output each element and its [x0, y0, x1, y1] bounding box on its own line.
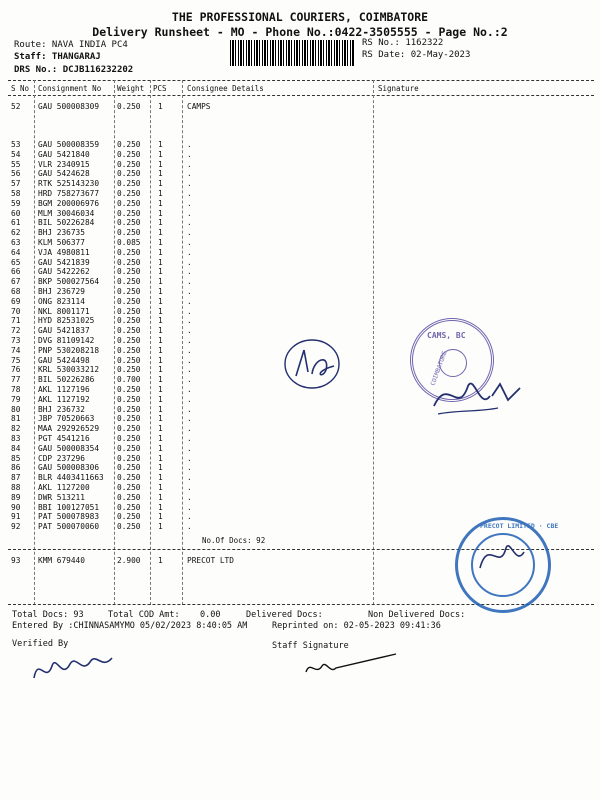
- row-details: .: [187, 492, 192, 502]
- row-details: .: [187, 502, 192, 512]
- row-pcs: 1: [158, 198, 163, 208]
- row-weight: 0.250: [117, 247, 141, 257]
- row-consignment: KRL 530033212: [38, 365, 100, 375]
- row-pcs: 1: [158, 394, 163, 404]
- row-weight: 0.700: [117, 375, 141, 385]
- row-pcs: 1: [158, 404, 163, 414]
- row-weight: 0.250: [117, 473, 141, 483]
- row-pcs: 1: [158, 247, 163, 257]
- row-pcs: 1: [158, 189, 163, 198]
- row-consignment: BIL 50226284: [38, 218, 95, 228]
- table-row: [0, 169, 600, 179]
- row-weight: 0.250: [117, 179, 141, 189]
- row-pcs: 1: [158, 140, 163, 149]
- row-details: .: [187, 247, 192, 257]
- row-sno: 76: [11, 365, 21, 375]
- col-details: Consignee Details: [187, 84, 264, 93]
- table-row: [0, 218, 600, 228]
- row-pcs: 1: [158, 296, 163, 306]
- row-consignment: KLM 506377: [38, 238, 85, 247]
- row-pcs: 1: [158, 238, 163, 247]
- row-sno: 68: [11, 287, 21, 296]
- row-weight: 0.250: [117, 365, 141, 375]
- total-docs: Total Docs: 93: [12, 610, 84, 620]
- rs-date: RS Date: 02-May-2023: [362, 50, 471, 60]
- row-weight: 0.250: [117, 355, 141, 365]
- row-sno: 69: [11, 296, 21, 306]
- row-details: .: [187, 443, 192, 453]
- table-row: [0, 316, 600, 326]
- row-pcs: 1: [158, 365, 163, 375]
- staff-signature: Staff Signature: [272, 641, 349, 651]
- row-consignment: BIL 50226286: [38, 375, 95, 385]
- reprinted-on: Reprinted on: 02-05-2023 09:41:36: [272, 621, 441, 631]
- row-pcs: 1: [158, 159, 163, 169]
- delivered-docs: Delivered Docs:: [246, 610, 323, 620]
- row-details: .: [187, 512, 192, 522]
- row-consignment: PAT 500070060: [38, 522, 100, 532]
- table-row: [0, 444, 600, 454]
- row-consignment: GAU 500008354: [38, 443, 100, 453]
- row-consignment: DVG 81109142: [38, 336, 95, 345]
- row-sno: 86: [11, 463, 21, 473]
- row-pcs: 1: [158, 463, 163, 473]
- row-sno: 78: [11, 385, 21, 394]
- row-weight: 0.250: [117, 267, 141, 277]
- cams-stamp: CAMS, BC COIMBATORE: [410, 318, 494, 402]
- row-sno: 88: [11, 483, 21, 492]
- row-weight: 0.250: [117, 316, 141, 326]
- row-consignment: GAU 5424498: [38, 355, 90, 365]
- table-row: [0, 424, 600, 434]
- row-sno: 52: [11, 102, 21, 111]
- row-consignment: AKL 1127192: [38, 394, 90, 404]
- row-weight: 0.250: [117, 434, 141, 443]
- row-consignment: BHJ 236735: [38, 228, 85, 238]
- table-row: [0, 267, 600, 277]
- row-weight: 0.250: [117, 522, 141, 532]
- row-pcs: 1: [158, 336, 163, 345]
- row-weight: 0.250: [117, 140, 141, 149]
- table-row: [0, 297, 600, 307]
- table-row: [0, 326, 600, 336]
- row-weight: 0.250: [117, 336, 141, 345]
- table-row: [0, 307, 600, 317]
- row-sno: 82: [11, 424, 21, 434]
- row-details: .: [187, 218, 192, 228]
- row-details: .: [187, 375, 192, 385]
- row-weight: 0.250: [117, 502, 141, 512]
- row-weight: 0.250: [117, 512, 141, 522]
- row-details: .: [187, 277, 192, 287]
- row-sno: 84: [11, 443, 21, 453]
- row-pcs: 1: [158, 228, 163, 238]
- row-weight: 0.250: [117, 189, 141, 198]
- row-weight: 0.250: [117, 149, 141, 159]
- row-sno: 67: [11, 277, 21, 287]
- row-consignment: HRD 758273677: [38, 189, 100, 198]
- row-details: .: [187, 463, 192, 473]
- row-consignment: AKL 1127196: [38, 385, 90, 394]
- drs-number: DRS No.: DCJB116232202: [14, 65, 134, 75]
- row-consignment: JBP 70520663: [38, 414, 95, 424]
- row-sno: 91: [11, 512, 21, 522]
- row-pcs: 1: [158, 453, 163, 463]
- row-pcs: 1: [158, 424, 163, 434]
- row-pcs: 1: [158, 512, 163, 522]
- row-consignment: GAU 5421839: [38, 257, 90, 267]
- row-pcs: 1: [158, 492, 163, 502]
- row-consignment: DWR 513211: [38, 492, 85, 502]
- col-signature: Signature: [378, 84, 419, 93]
- row-weight: 0.250: [117, 257, 141, 267]
- row-consignment: GAU 5424628: [38, 169, 90, 179]
- table-row: [0, 454, 600, 464]
- row-pcs: 1: [158, 502, 163, 512]
- row-consignment: ONG 823114: [38, 296, 85, 306]
- row-details: .: [187, 345, 192, 355]
- row-sno: 54: [11, 149, 21, 159]
- row-consignment: GAU 500008309: [38, 102, 100, 111]
- company-title: THE PROFESSIONAL COURIERS, COIMBATORE: [171, 10, 429, 24]
- row-consignment: BHJ 236732: [38, 404, 85, 414]
- row-details: .: [187, 228, 192, 238]
- row-weight: 0.250: [117, 345, 141, 355]
- table-row: [0, 483, 600, 493]
- table-row: [0, 493, 600, 503]
- row-consignment: GAU 5422262: [38, 267, 90, 277]
- table-row: [0, 287, 600, 297]
- staff-signature-mark: [300, 652, 400, 682]
- precot-limited-stamp: PRECOT LIMITED · CBE: [455, 517, 551, 613]
- row-consignment: GAU 500008306: [38, 463, 100, 473]
- entered-by: Entered By :CHINNASAMYMO 05/02/2023 8:40:05 AM: [12, 621, 248, 631]
- row-details: .: [187, 316, 192, 326]
- row-sno: 63: [11, 238, 21, 247]
- row-pcs: 1: [158, 149, 163, 159]
- runsheet-subtitle: Delivery Runsheet - MO - Phone No.:0422-3505555 - Page No.:2: [92, 25, 508, 39]
- row-pcs: 1: [158, 169, 163, 179]
- row-sno: 74: [11, 345, 21, 355]
- table-row: [0, 199, 600, 209]
- row-consignment: MAA 292926529: [38, 424, 100, 434]
- row-pcs: 1: [158, 375, 163, 385]
- row-consignment: GAU 5421837: [38, 326, 90, 336]
- row-pcs: 1: [158, 473, 163, 483]
- total-cod-label: Total COD Amt:: [108, 610, 180, 620]
- verified-signature: [28, 644, 118, 688]
- row-pcs: 1: [158, 522, 163, 532]
- row-details: .: [187, 473, 192, 483]
- row-consignment: GAU 5421840: [38, 149, 90, 159]
- row-details: CAMPS: [187, 102, 211, 111]
- row-details: .: [187, 198, 192, 208]
- row-weight: 0.250: [117, 385, 141, 394]
- row-consignment: NKL 8001171: [38, 306, 90, 316]
- row-weight: 0.250: [117, 296, 141, 306]
- row-sno: 55: [11, 159, 21, 169]
- table-row: [0, 277, 600, 287]
- row-sno: 58: [11, 189, 21, 198]
- row-pcs: 1: [158, 277, 163, 287]
- row-consignment: VLR 2340915: [38, 159, 90, 169]
- row-weight: 0.250: [117, 218, 141, 228]
- row-pcs: 1: [158, 355, 163, 365]
- row-pcs: 1: [158, 483, 163, 492]
- row-consignment: GAU 500008359: [38, 140, 100, 149]
- row-sno: 87: [11, 473, 21, 483]
- stamp-signature: [470, 528, 530, 588]
- row-weight: 0.250: [117, 277, 141, 287]
- row-weight: 0.250: [117, 208, 141, 218]
- col-weight: Weight: [117, 84, 145, 93]
- row-details: .: [187, 159, 192, 169]
- row-weight: 0.250: [117, 492, 141, 502]
- row-details: .: [187, 287, 192, 296]
- row-consignment: CDP 237296: [38, 453, 85, 463]
- row-details: .: [187, 326, 192, 336]
- table-row: [0, 434, 600, 444]
- row-pcs: 1: [158, 257, 163, 267]
- row-pcs: 1: [158, 326, 163, 336]
- row-weight: 0.250: [117, 169, 141, 179]
- table-row: [0, 160, 600, 170]
- row-weight: 0.250: [117, 404, 141, 414]
- row-sno: 77: [11, 375, 21, 385]
- row-pcs: 1: [158, 414, 163, 424]
- handwritten-initial-mark: [282, 336, 344, 394]
- row-details: .: [187, 385, 192, 394]
- row-details: .: [187, 189, 192, 198]
- row-sno: 72: [11, 326, 21, 336]
- row-pcs: 1: [158, 218, 163, 228]
- row-weight: 0.250: [117, 453, 141, 463]
- row-details: .: [187, 424, 192, 434]
- row-consignment: BKP 500027564: [38, 277, 100, 287]
- row-consignment: BHJ 236729: [38, 287, 85, 296]
- row-details: .: [187, 404, 192, 414]
- row-consignment: MLM 30046034: [38, 208, 95, 218]
- row-sno: 83: [11, 434, 21, 443]
- row-details: .: [187, 179, 192, 189]
- row-sno: 75: [11, 355, 21, 365]
- table-row: [0, 238, 600, 248]
- row-details: .: [187, 169, 192, 179]
- row-sno: 66: [11, 267, 21, 277]
- docs-count: No.Of Docs: 92: [202, 536, 266, 545]
- row-sno: 71: [11, 316, 21, 326]
- row-consignment: AKL 1127200: [38, 483, 90, 492]
- row-pcs: 1: [158, 443, 163, 453]
- row-pcs: 1: [158, 179, 163, 189]
- row-pcs: 1: [158, 102, 163, 111]
- row-sno: 89: [11, 492, 21, 502]
- total-cod-value: 0.00: [200, 610, 221, 620]
- row-details: .: [187, 394, 192, 404]
- row-weight: 0.250: [117, 159, 141, 169]
- row-details: .: [187, 149, 192, 159]
- row-weight: 0.250: [117, 228, 141, 238]
- row-details: .: [187, 414, 192, 424]
- row-sno: 79: [11, 394, 21, 404]
- row-sno: 59: [11, 198, 21, 208]
- row-sno: 70: [11, 306, 21, 316]
- row-weight: 0.250: [117, 463, 141, 473]
- table-row: [0, 150, 600, 160]
- row-weight: 0.250: [117, 414, 141, 424]
- row-weight: 0.250: [117, 443, 141, 453]
- row-details: .: [187, 336, 192, 345]
- row-consignment: PAT 500078983: [38, 512, 100, 522]
- rs-number: RS No.: 1162322: [362, 38, 444, 48]
- row-pcs: 1: [158, 208, 163, 218]
- row-pcs: 1: [158, 287, 163, 296]
- barcode: [230, 40, 355, 66]
- row-pcs: 1: [158, 434, 163, 443]
- row-consignment: BBI 100127051: [38, 502, 100, 512]
- row-details: .: [187, 267, 192, 277]
- row-sno: 60: [11, 208, 21, 218]
- table-row: [0, 473, 600, 483]
- row-details: .: [187, 365, 192, 375]
- row-sno: 80: [11, 404, 21, 414]
- verified-by: Verified By: [12, 639, 69, 649]
- table-row: 93 KMM 679440 2.900 1 PRECOT LTD: [11, 556, 234, 565]
- row-pcs: 1: [158, 316, 163, 326]
- row-sno: 90: [11, 502, 21, 512]
- row-details: .: [187, 296, 192, 306]
- row-pcs: 1: [158, 306, 163, 316]
- table-row: [0, 503, 600, 513]
- row-details: .: [187, 522, 192, 532]
- table-row: [0, 248, 600, 258]
- row-consignment: VJA 4980811: [38, 247, 90, 257]
- row-sno: 73: [11, 336, 21, 345]
- row-details: .: [187, 483, 192, 492]
- row-consignment: PGT 4541216: [38, 434, 90, 443]
- row-consignment: PNP 530208218: [38, 345, 100, 355]
- row-sno: 92: [11, 522, 21, 532]
- table-row: [0, 179, 600, 189]
- table-row: [0, 102, 600, 112]
- row-details: .: [187, 355, 192, 365]
- col-sno: S No: [11, 84, 30, 93]
- table-row: [0, 228, 600, 238]
- row-weight: 0.250: [117, 424, 141, 434]
- row-sno: 56: [11, 169, 21, 179]
- col-pcs: PCS: [153, 84, 167, 93]
- row-weight: 0.085: [117, 238, 141, 247]
- row-sno: 62: [11, 228, 21, 238]
- row-weight: 0.250: [117, 394, 141, 404]
- row-details: .: [187, 257, 192, 267]
- row-weight: 0.250: [117, 483, 141, 492]
- row-weight: 0.250: [117, 306, 141, 316]
- table-row: [0, 189, 600, 199]
- row-details: .: [187, 140, 192, 149]
- row-consignment: BGM 200006976: [38, 198, 100, 208]
- route: Route: NAVA INDIA PC4: [14, 40, 128, 50]
- row-weight: 0.250: [117, 198, 141, 208]
- non-delivered-docs: Non Delivered Docs:: [368, 610, 466, 620]
- handwritten-date-signature: [428, 366, 528, 422]
- row-sno: 65: [11, 257, 21, 267]
- row-pcs: 1: [158, 345, 163, 355]
- row-details: .: [187, 453, 192, 463]
- row-details: .: [187, 434, 192, 443]
- row-sno: 53: [11, 140, 21, 149]
- row-weight: 0.250: [117, 326, 141, 336]
- row-details: .: [187, 306, 192, 316]
- table-row: [0, 140, 600, 150]
- row-pcs: 1: [158, 267, 163, 277]
- row-sno: 81: [11, 414, 21, 424]
- row-weight: 0.250: [117, 287, 141, 296]
- row-details: .: [187, 208, 192, 218]
- row-sno: 61: [11, 218, 21, 228]
- table-row: [0, 209, 600, 219]
- row-weight: 0.250: [117, 102, 141, 111]
- table-row: [0, 463, 600, 473]
- row-sno: 57: [11, 179, 21, 189]
- row-consignment: HYD 82531025: [38, 316, 95, 326]
- row-consignment: BLR 4403411663: [38, 473, 104, 483]
- table-row: [0, 258, 600, 268]
- row-sno: 64: [11, 247, 21, 257]
- row-consignment: RTK 525143230: [38, 179, 100, 189]
- staff: Staff: THANGARAJ: [14, 52, 101, 62]
- row-details: .: [187, 238, 192, 247]
- col-consignment: Consignment No: [38, 84, 102, 93]
- row-pcs: 1: [158, 385, 163, 394]
- row-sno: 85: [11, 453, 21, 463]
